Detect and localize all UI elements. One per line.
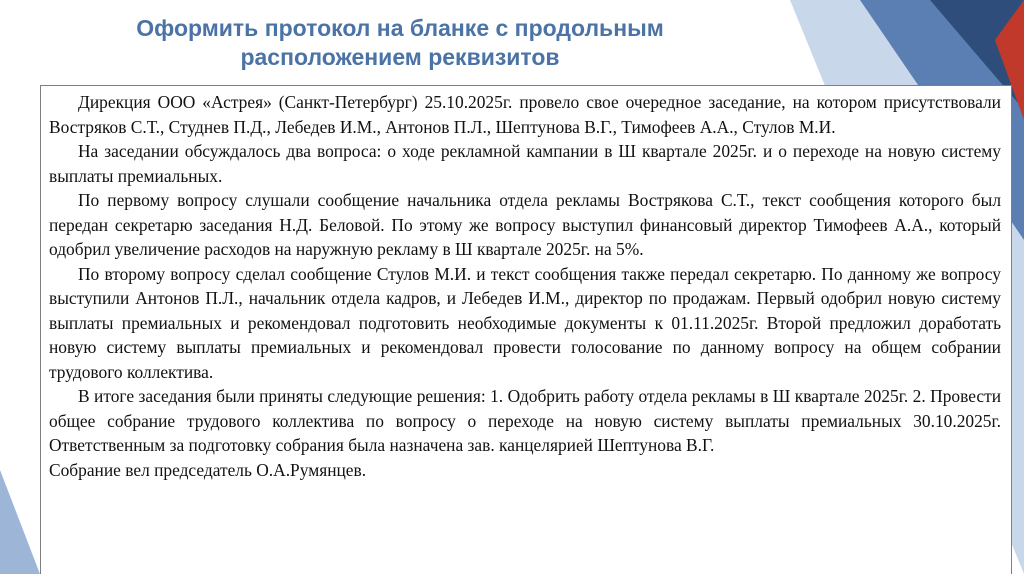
protocol-text-box xyxy=(40,85,1012,574)
paragraph-chairman: Собрание вел председатель О.А.Румянцев. xyxy=(49,459,367,480)
slide-title-line-2: расположением реквизитов xyxy=(240,44,560,70)
paragraph-decisions: В итоге заседания были приняты следующие решения: 1. Одобрить работу отдела рекламы в Ш квартале 2025г. 2. Провести общее собрание трудового коллектива по вопросу о переходе на новую систему выплаты премиальных 30.10.2025г. Ответственным за подготовку собрания была назначена зав. канцелярией Шептунова В.Г. xyxy=(49,386,1001,455)
slide-title xyxy=(80,14,720,72)
paragraph-first-question: По первому вопросу слушали сообщение начальника отдела рекламы Вострякова С.Т., текст сообщения которого был передан секретарю заседания Н.Д. Беловой. По этому же вопросу выступил финансовый директор Тимофеев А.А., который одобрил увеличение расходов на наружную рекламу в Ш квартале 2025г. на 5%. xyxy=(49,190,1001,259)
slide-title-line-1: Оформить протокол на бланке с продольным xyxy=(136,15,664,41)
paragraph-second-question: По второму вопросу сделал сообщение Стулов М.И. и текст сообщения также передал секретарю. По данному же вопросу выступили Антонов П.Л., начальник отдела кадров, и Лебедев И.М., директор по продажам. Первый одобрил новую систему выплаты премиальных и рекомендовал подготовить необходимые документы к 01.11.2025г. Второй предложил доработать новую систему выплаты премиальных и рекомендовал провести голосование по данному вопросу на общем собрании трудового коллектива. xyxy=(49,263,1001,382)
paragraph-agenda: На заседании обсуждалось два вопроса: о ходе рекламной кампании в Ш квартале 2025г. и о переходе на новую систему выплаты премиальных. xyxy=(49,141,1001,186)
paragraph-attendees: Дирекция ООО «Астрея» (Санкт-Петербург) 25.10.2025г. провело свое очередное заседание, на котором присутствовали Востряков С.Т., Студнев П.Д., Лебедев И.М., Антонов П.Л., Шептунова В.Г., Тимофеев А.А., Стулов М.И. xyxy=(49,92,1001,137)
decor-triangle-bottom-left xyxy=(0,470,40,574)
